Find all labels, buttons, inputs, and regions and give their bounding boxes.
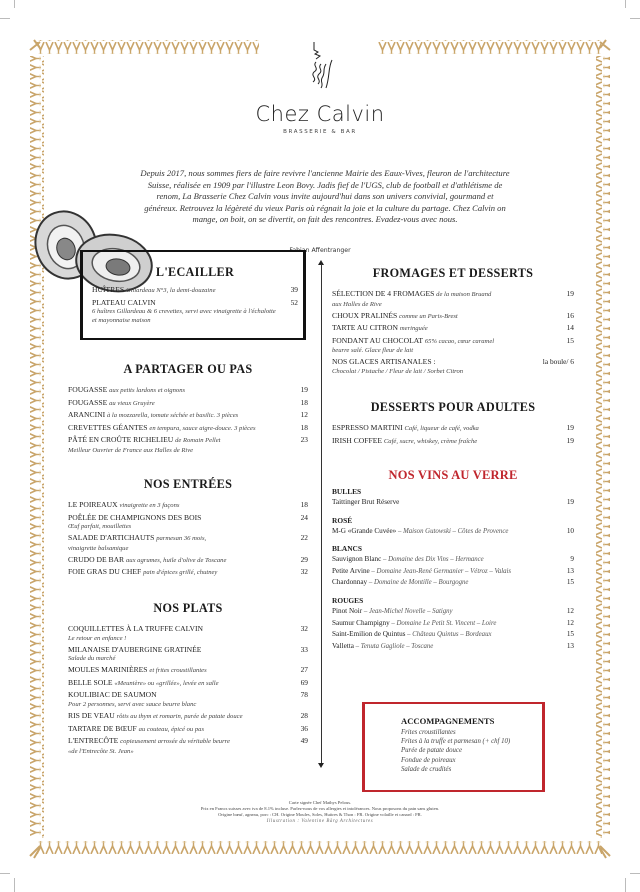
footer-notes	[0, 800, 640, 825]
menu-item: LE POIREAUX vinaigrette en 3 façons 18	[68, 500, 308, 509]
menu-item: PLATEAU CALVIN 6 huîtres Gillardeau & 6 crevettes, servi avec vinaigrette à l'échalotte et mayonnaise maison 52	[92, 297, 298, 325]
menu-item: FOIE GRAS DU CHEF pain d'épices grillé, chutney 32	[68, 567, 308, 577]
price: 52	[290, 297, 298, 307]
wine-item: Pinot Noir – Jean-Michel Novelle – Satigny 12	[332, 606, 574, 615]
side-item: Fondue de poireaux	[401, 756, 456, 764]
section-title-partager: A PARTAGER OU PAS	[123, 362, 253, 376]
section-partager	[68, 362, 308, 455]
intro-signature: Fabian Affentranger	[289, 247, 351, 254]
menu-item: MOULES MARINIÈRES et frites croustillantes 27	[68, 665, 308, 675]
section-ecailler	[92, 265, 298, 325]
section-vins	[332, 468, 574, 651]
wine-item: Saumur Champigny – Domaine Le Petit St. Vincent – Loire 12	[332, 618, 574, 627]
footer-illustration: Illustration : Valentine Bärg Architectures	[266, 818, 374, 824]
restaurant-name: Chez Calvin	[255, 102, 385, 126]
wine-category: BLANCS	[332, 544, 362, 554]
wine-item: Saint-Emilion de Quintus – Château Quintus – Bordeaux 15	[332, 630, 574, 639]
menu-item: ESPRESSO MARTINI Café, liqueur de café, vodka 19	[332, 423, 574, 432]
menu-item: KOULIBIAC DE SAUMON Pour 2 personnes, servi avec sauce beurre blanc 78	[68, 690, 308, 708]
menu-item: CHOUX PRALINÉS comme un Paris-Brest 16	[332, 310, 574, 320]
menu-item: MILANAISE D'AUBERGINE GRATINÉE Salade du marché 33	[68, 644, 308, 663]
menu-item: COQUILLETTES À LA TRUFFE CALVIN Le retour en enfance ! 32	[68, 624, 308, 642]
side-item: Frites croustillantes	[401, 729, 456, 736]
wine-category: ROSÉ	[332, 515, 353, 525]
section-title-entrees: NOS ENTRÉES	[143, 477, 233, 491]
menu-item: L'ENTRECÔTE copieusement arrosée du véritable beurre «de l'Entrecôte St. Jean» 49	[68, 736, 308, 755]
section-title-ecailler: L'ECAILLER	[155, 265, 235, 279]
menu-item: SÉLECTION DE 4 FROMAGES de la maison Bruand aux Halles de Rive 19	[332, 289, 574, 308]
menu-item: BELLE SOLE «Meunière» ou «grillée», levée en salle 69	[68, 677, 308, 687]
intro-text: Depuis 2017, nous sommes fiers de faire revivre l'ancienne Mairie des Eaux-Vives, fleuron de l'architecture Suisse, réalisée en 1909 par l'illustre Leon Bovy. Jadis fief de l'UGS, club de football et d'athlétisme de renom, La Brasserie Chez Calvin vous invite aujourd'hui dans son univers convivial, gourmand et généreux. Retrouvez la légèreté du vieux Paris où régnait la joie et la culture du partage. Chez Calvin on mange, on boit, on se divertit, on fait des rencontres. Evadez-vous avec nous.	[140, 168, 510, 225]
menu-item: TARTARE DE BŒUF au couteau, épicé ou pas 36	[68, 723, 308, 733]
section-title-accompagnements: ACCOMPAGNEMENTS	[401, 716, 495, 726]
footer-prices: Prix en Francs suisses avec tva de 8.1% incluse. Parlez-nous de vos allergies et intolérances. Nous proposons du pain sans gluten.	[200, 806, 440, 812]
menu-item: CREVETTES GÉANTES en tempura, sauce aigre-douce. 3 pièces 18	[68, 422, 308, 432]
restaurant-subtitle: BRASSERIE & BAR	[283, 129, 357, 135]
menu-item: SALADE D'ARTICHAUTS parmesan 36 mois, vinaigrette balsamique 22	[68, 533, 308, 552]
section-title-plats: NOS PLATS	[153, 601, 223, 615]
wine-item: Sauvignon Blanc – Domaine des Dix Vins – Hermance 9	[332, 555, 574, 564]
menu-item: POÊLÉE DE CHAMPIGNONS DES BOIS Œuf parfait, mouillettes 24	[68, 512, 308, 531]
menu-item: FONDANT AU CHOCOLAT 65% cacao, cœur caramel beurre salé. Glace fleur de lait 15	[332, 335, 574, 355]
menu-item: FOUGASSE aux petits lardons et oignons 19	[68, 385, 308, 394]
menu-item: FOUGASSE au vieux Gruyère 18	[68, 397, 308, 407]
menu-item: HUÎTRES Gillardeau N°3, la demi-douzaine 39	[92, 285, 298, 294]
section-fromages	[332, 266, 574, 376]
price: 39	[290, 285, 298, 294]
footer-origins: Origine bœuf, agneau, porc : CH. Origine Moules, Soles, Huitres & Thon : FR. Origine volaille et canard : FR.	[218, 812, 422, 818]
menu-item: TARTE AU CITRON meringuée 14	[332, 323, 574, 333]
menu-item: IRISH COFFEE Café, sucre, whiskey, crème fraîche 19	[332, 435, 574, 445]
divider-arrow-down-icon	[318, 763, 324, 768]
side-item: Salade de crudités	[401, 765, 452, 773]
menu-item: NOS GLACES ARTISANALES : Chocolat / Pistache / Fleur de lait / Sorbet Citron la boule/ 6	[332, 357, 574, 375]
column-divider	[321, 264, 322, 764]
side-item: Frites à la truffe et parmesan (+ chf 10)	[401, 738, 511, 746]
logo-figure-icon	[300, 40, 340, 95]
section-plats	[68, 601, 308, 756]
menu-item: PÂTÉ EN CROÛTE RICHELIEU de Romain Pellet Meilleur Ouvrier de France aux Halles de Rive 23	[68, 435, 308, 454]
section-title-fromages: FROMAGES ET DESSERTS	[372, 266, 534, 280]
section-title-vins: NOS VINS AU VERRE	[388, 468, 518, 482]
wine-item: Petite Arvine – Domaine Jean-René Germanier – Vétroz – Valais 13	[332, 566, 574, 575]
section-title-desserts-adultes: DESSERTS POUR ADULTES	[370, 400, 536, 414]
side-item: Purée de patate douce	[401, 747, 462, 755]
wine-category: BULLES	[332, 487, 362, 496]
menu-item: CRUDO DE BAR aux agrumes, huile d'olive de Toscane 29	[68, 554, 308, 564]
wine-item: Chardonnay – Domaine de Montille – Bourgogne 15	[332, 578, 574, 587]
menu-item: ARANCINI à la mozzarella, tomate séchée et basilic. 3 pièces 12	[68, 410, 308, 420]
footer-chef: Carte signée Chef Mathys Pelous.	[288, 800, 352, 805]
section-desserts-adultes	[332, 400, 574, 446]
wine-category: ROUGES	[332, 595, 364, 605]
section-entrees	[68, 477, 308, 578]
wine-item: Taittinger Brut Réserve 19	[332, 498, 574, 506]
wine-item: M-G «Grande Cuvée» – Maison Gutowski – Côtes de Provence 10	[332, 526, 574, 535]
accompagnements-box	[362, 702, 545, 792]
logo-block	[0, 40, 640, 135]
menu-item: RIS DE VEAU rôtis au thym et romarin, purée de patate douce 28	[68, 710, 308, 720]
wine-item: Valletta – Tenuta Gagliole – Toscane 13	[332, 641, 574, 650]
